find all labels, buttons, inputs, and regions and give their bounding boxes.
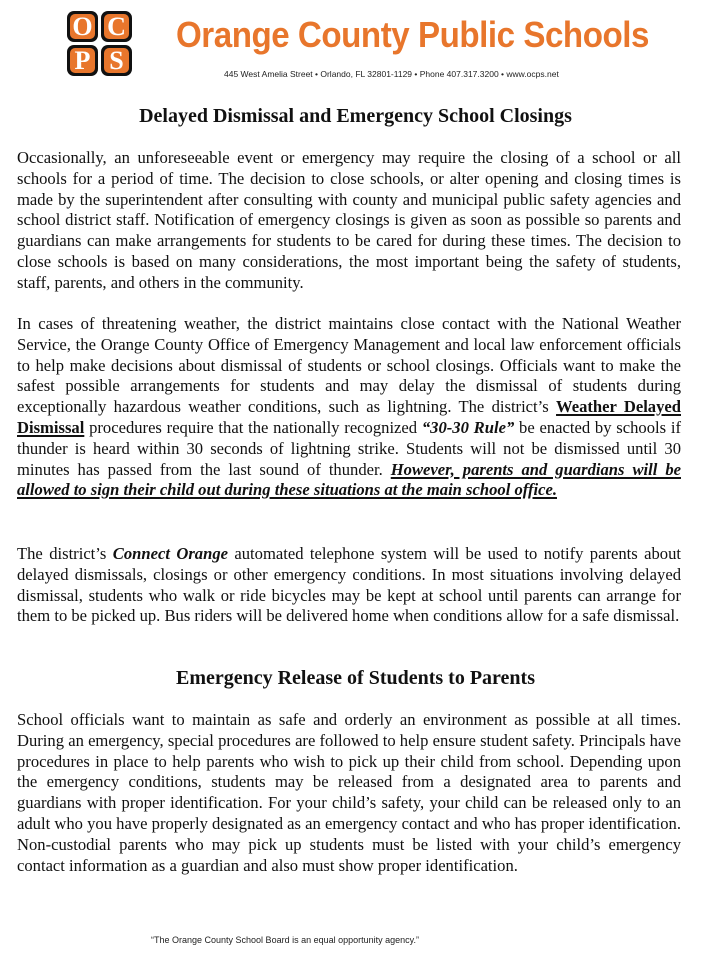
logo-tile: C [101, 11, 132, 42]
logo-tile: P [67, 45, 98, 76]
paragraph-closings-intro: Occasionally, an unforeseeable event or emergency may require the closing of a school or all schools for a period of time. The decision to close schools, or alter opening and closing times is made by the superintendent after consulting with county and municipal public safety agencies and school district staff. Notification of emergency closings is given as soon as possible so parents and guardians can make arrangements for students to be cared for during these times. The decision to close schools is based on many considerations, the most important being the safety of students, staff, parents, and others in the community. [17, 148, 681, 292]
thirty-thirty-rule-term: “30-30 Rule” [421, 417, 515, 437]
connect-orange-term: Connect Orange [112, 544, 228, 563]
section-title-emergency-release: Emergency Release of Students to Parents [175, 667, 535, 689]
logo-tile: O [67, 11, 98, 42]
organization-address: 445 West Amelia Street • Orlando, FL 32801-1129 • Phone 407.317.3200 • www.ocps.net [224, 69, 559, 79]
footer-equal-opportunity: “The Orange County School Board is an equal opportunity agency.” [151, 935, 419, 945]
paragraph-emergency-release: School officials want to maintain as safe and orderly an environment as possible at all times. During an emergency, special procedures are followed to help ensure student safety. Principals have procedures in place to help parents who wish to pick up their child from school. Depending upon the emergency conditions, students may be released from a designated area to parents and guardians with proper identification. For your child’s safety, your child can be released only to an adult who you have properly designated as an emergency contact and who has proper identification. Non-custodial parents who may pick up students must be listed with your child’s emergency contact information as a guardian and also must show proper identification. [17, 710, 681, 875]
weather-delayed-dismissal-term: Weather Delayed Dismissal [17, 397, 681, 437]
sign-out-notice: However, parents and guardians will be allowed to sign their child out during these situations at the main school office. [17, 459, 681, 500]
logo-tile: S [101, 45, 132, 76]
section-title-delayed-dismissal: Delayed Dismissal and Emergency School Closings [139, 105, 572, 127]
paragraph-connect-orange: The district’s Connect Orange automated telephone system will be used to notify parents about delayed dismissals, closings or other emergency conditions. In most situations involving delayed dismissal, students who walk or ride bicycles may be kept at school until parents can arrange for them to be picked up. Bus riders will be delivered home when conditions allow for a safe dismissal. [17, 544, 681, 626]
letterhead [0, 0, 711, 90]
ocps-logo [67, 11, 135, 79]
paragraph-threatening-weather: In cases of threatening weather, the district maintains close contact with the National Weather Service, the Orange County Office of Emergency Management and local law enforcement officials to help make decisions about dismissal of students or school closings. Officials want to make the safest possible arrangements for students and may delay the dismissal of students during exceptionally hazardous weather conditions, such as lightning. The district’s Weather Delayed Dismissal procedures require that the nationally recognized “30-30 Rule” be enacted by schools if thunder is heard within 30 seconds of lightning strike. Students will not be dismissed until 30 minutes has passed from the last sound of thunder. However, parents and guardians will be allowed to sign their child out during these situations at the main school office. [17, 314, 681, 500]
organization-name: Orange County Public Schools [176, 14, 649, 55]
